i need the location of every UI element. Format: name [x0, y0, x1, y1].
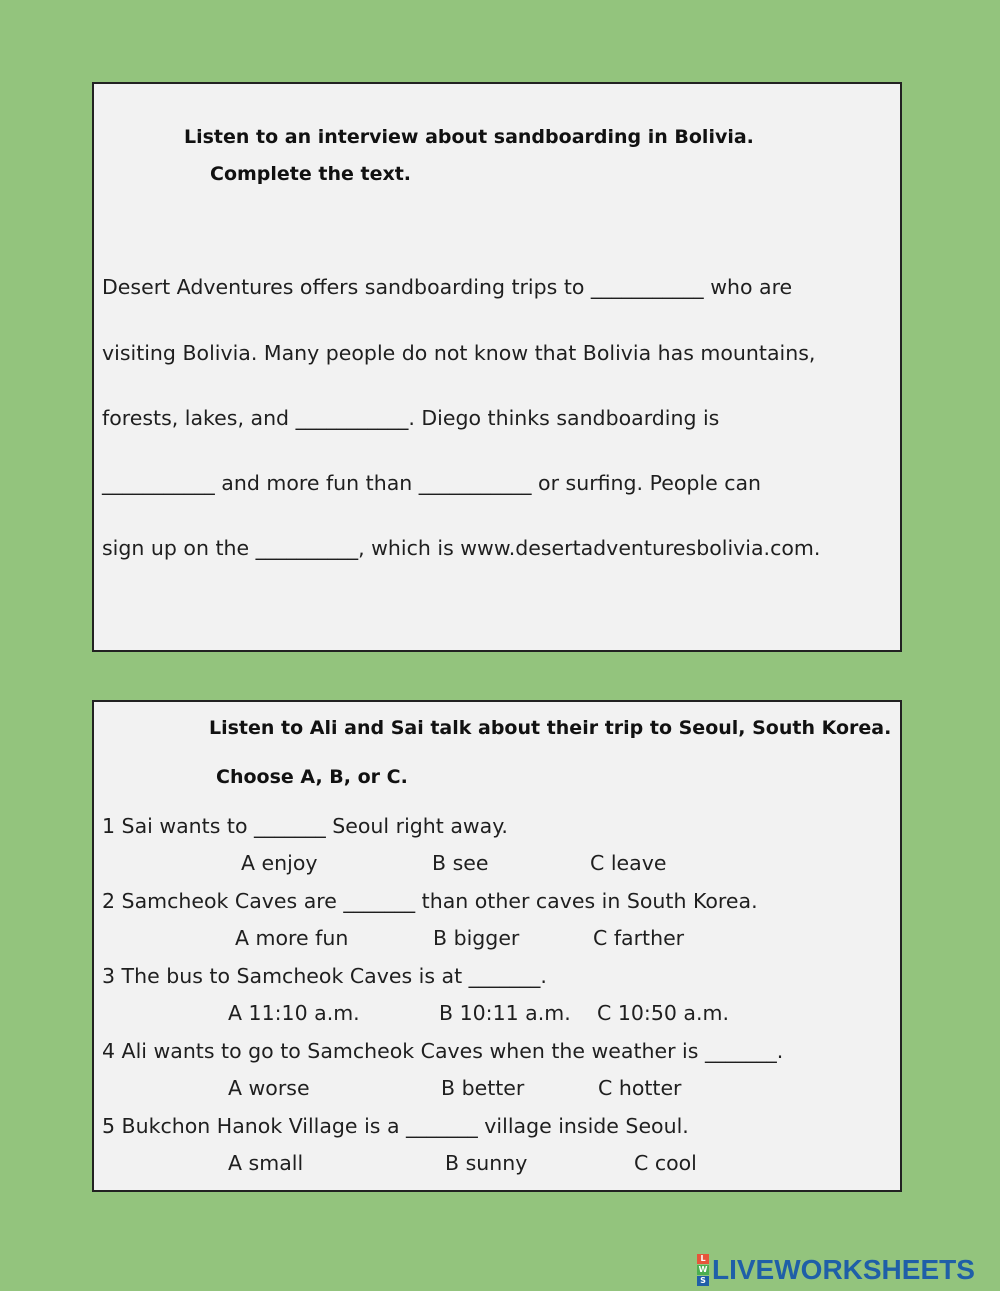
exercise1-heading: Listen to an interview about sandboarding in Bolivia.	[184, 126, 754, 148]
q5-option-c[interactable]: C cool	[634, 1151, 697, 1175]
question-3: 3 The bus to Samcheok Caves is at _______.	[102, 964, 547, 988]
question-5: 5 Bukchon Hanok Village is a _______ village inside Seoul.	[102, 1114, 689, 1138]
question-4: 4 Ali wants to go to Samcheok Caves when the weather is _______.	[102, 1039, 784, 1063]
q2-option-b[interactable]: B bigger	[433, 926, 520, 950]
exercise1-instruction: Complete the text.	[210, 163, 412, 185]
q4-option-b[interactable]: B better	[441, 1076, 525, 1100]
q4-option-c[interactable]: C hotter	[598, 1076, 682, 1100]
q3-option-c[interactable]: C 10:50 a.m.	[597, 1001, 729, 1025]
q1-option-c[interactable]: C leave	[590, 851, 667, 875]
question-1: 1 Sai wants to _______ Seoul right away.	[102, 814, 508, 838]
q3-option-a[interactable]: A 11:10 a.m.	[228, 1001, 360, 1025]
q1-option-b[interactable]: B see	[432, 851, 489, 875]
q5-option-a[interactable]: A small	[228, 1151, 304, 1175]
question-2: 2 Samcheok Caves are _______ than other caves in South Korea.	[102, 889, 758, 913]
sandboarding-exercise-card	[92, 82, 902, 652]
passage-line-2: visiting Bolivia. Many people do not know that Bolivia has mountains,	[102, 341, 816, 365]
passage-line-4: ___________ and more fun than ___________ or surfing. People can	[102, 471, 762, 495]
q1-option-a[interactable]: A enjoy	[241, 851, 318, 875]
passage-line-5: sign up on the __________, which is www.desertadventuresbolivia.com.	[102, 536, 821, 560]
q2-option-c[interactable]: C farther	[593, 926, 685, 950]
passage-line-1: Desert Adventures offers sandboarding trips to ___________ who are	[102, 275, 793, 299]
q5-option-b[interactable]: B sunny	[445, 1151, 528, 1175]
q4-option-a[interactable]: A worse	[228, 1076, 310, 1100]
passage-line-3: forests, lakes, and ___________. Diego thinks sandboarding is	[102, 406, 720, 430]
exercise2-heading: Listen to Ali and Sai talk about their trip to Seoul, South Korea.	[209, 717, 892, 739]
liveworksheets-logo-text: LIVEWORKSHEETS	[712, 1254, 975, 1285]
exercise2-instruction: Choose A, B, or C.	[216, 766, 408, 788]
liveworksheets-logo[interactable]	[697, 1253, 975, 1287]
liveworksheets-logo-icon: L W S	[698, 1254, 708, 1285]
q3-option-b[interactable]: B 10:11 a.m.	[439, 1001, 571, 1025]
q2-option-a[interactable]: A more fun	[235, 926, 349, 950]
seoul-trip-exercise-card	[92, 700, 902, 1192]
